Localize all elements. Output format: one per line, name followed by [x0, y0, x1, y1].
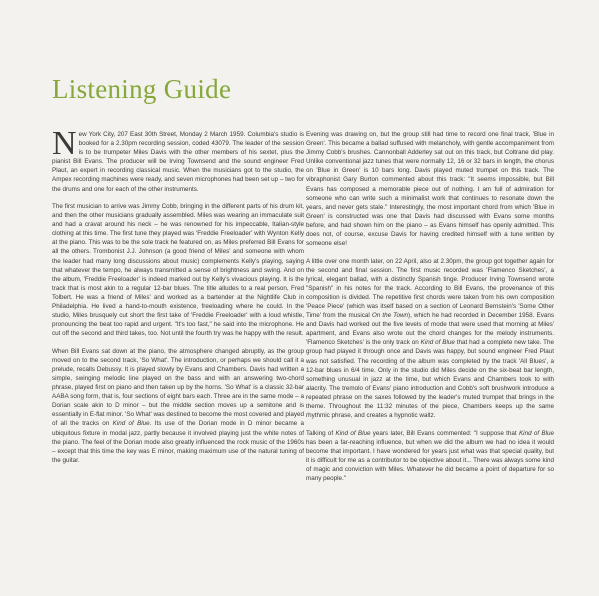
paragraph-text: that had a complete new take. The group had played it through once and Davis was happy, but sound engineer Fred Plaut was not satisfied. The recording of the album was completed by the track 'All Blues', a 12-bar blues in 6/4 time. Only in the studio did Miles decide on the six-beat bar length, something unusual in jazz at the time, but which Evans and Chambers took to with alacrity. The tremolo of Evans' piano introduction and Cobb's soft brushwork introduce a repeated phrase on the saxes followed by the leader's muted trumpet that brings in the theme. Throughout the 11:32 minutes of the piece, Chambers keeps up the same rhythmic phrase, and creates a hypnotic waltz.: [306, 339, 555, 420]
album-title: Kind of Blue: [112, 420, 150, 428]
paragraph-text: ), which he had recorded in December 1958. Evans and Davis had worked out the five levels of mode that were used that morning at Miles' apartment, and Evans also wrote out the chord changes for the melody instruments. 'Flamenco Sketches' is the only track on: [306, 312, 554, 347]
paragraph: [306, 257, 554, 421]
paragraph-text: years later, Bill Evans commented: "I suppose that: [370, 429, 519, 437]
paragraph-text: Talking of: [306, 429, 336, 437]
paragraph-text: has been a far-reaching influence, but when we did the album we had no idea it would become that important. I have wondered for years just what was that special quality, but it is difficult for me as a contributor to be objective about it... There was always some kind of magic and conviction with Miles. Whatever he did became a point of departure for so many people.": [306, 438, 554, 482]
paragraph: [306, 429, 554, 484]
album-title: Kind of Blue: [518, 429, 555, 437]
left-column: [52, 125, 304, 473]
paragraph: The first musician to arrive was Jimmy Cobb, bringing in the different parts of his drum kit, and then the other musicians gradually assembled. Miles was wearing an immaculate suit and had a cravat around his neck – he was renowned for his impeccable, Italian-style clothing at this time. The first tune they played was 'Freddie Freeloader' with Wynton Kelly at the piano. This was to be the sole track he featured on, as Miles preferred Bill Evans for all the others. Trombonist J.J. Johnson (a good friend of Miles' and someone with whom the leader had many long discussions about music) complements Kelly's playing, saying that whatever the tempo, he always transmitted a sense of brightness and swing. And on the album, 'Freddie Freeloader' is indeed marked out by Kelly's vivacious playing. It is the track that is most akin to a regular 12-bar blues. The title alludes to a real person, Fred Tolbert. He was a friend of Miles' and worked as a bartender at the Nightlife Club in Philadelphia. He lived a hand-to-mouth existence, freeloading where he could. In the studio, Miles brusquely cut short the first take of 'Freddie Freeloader' with a loud whistle, pronouncing the beat too rapid and urgent. "It's too fast," he said into the microphone. He cut off the second and third takes, too. Not until the fourth try was he happy with the result.: [52, 202, 304, 338]
page-title: Listening Guide: [52, 74, 232, 104]
paragraph-text: ew York City, 207 East 30th Street, Monday 2 March 1959. Columbia's studio is booked for a 2.30pm recording session, coded 43079. The leader of the session is to be trumpeter Miles Davis with the other members of his sextet, plus the pianist Bill Evans. The producer will be Irving Townsend and the sound engineer Fred Plaut, an expert in recording classical music. When the musicians got to the studio, the Ampex recording machines were ready, and seven microphones had been set up – two for the drums and one for each of the other instruments.: [52, 131, 304, 193]
album-title: Kind of Blue: [335, 429, 371, 437]
right-column: [306, 130, 554, 491]
drop-cap: N: [52, 125, 77, 162]
paragraph: [52, 347, 304, 465]
paragraph: Evening was drawing on, but the group still had time to record one final track, 'Blue in Green'. This became a ballad suffused with melancholy, with gentle accompaniment from Jimmy Cobb's brushes. Cannonball Adderley sat out on this track, but Coltrane did play. Unlike conventional jazz tunes that were normally 12, 16 or 32 bars in length, the chorus on 'Blue in Green' is 10 bars long. Davis played muted trumpet on this track. The vibraphonist Gary Burton commented about this track: "It seems impossible, but Bill Evans has composed a memorable piece out of nothing. I am full of admiration for someone who can write such a minimalist work that continues to resonate down the years, and never gets stale." Interestingly, the most important chord from which 'Blue in Green' is constructed was one that Davis had discussed with Evans some months before, and had shown him on the piano – as Evans himself has openly admitted. This does not, of course, excuse Davis for having credited himself with a tune written by someone else!: [306, 131, 554, 248]
paragraph: [52, 125, 304, 194]
paragraph-text: . Its use of the Dorian mode in D minor became a ubiquitous fixture in modal jazz, partly because it involved playing just the white notes of the piano. The feel of the Dorian mode also greatly influenced the rock music of the 1960s – except that this time the key was E minor, making maximum use of the natural tuning of the guitar.: [52, 420, 304, 464]
musical-title: On the Town: [371, 312, 408, 320]
paragraph-text: When Bill Evans sat down at the piano, the atmosphere changed abruptly, as the group moved on to the second track, 'So What'. The introduction, or perhaps we should call it a prelude, recalls Debussy. It is played slowly by Evans and Chambers. Davis had written a simple, swinging melodic line played on the bass and with an answering two-chord phrase, played first on piano and then taken up by the horns. 'So What' is a classic 32-bar AABA song form, that is, four sections of eight bars each. Three are in the same mode – a Dorian scale akin to D minor – but the middle section moves up a semitone and is essentially in E-flat minor. 'So What' was destined to become the most covered and played of all the tracks on: [52, 347, 304, 428]
album-title: Kind of Blue: [420, 339, 455, 347]
paragraph-text: A little over one month later, on 22 April, also at 2.30pm, the group got together again for the second and final session. The first music recorded was 'Flamenco Sketches', a lyrical, elegant ballad, with a distinctly Spanish tinge. Producer Irving Townsend wrote "Spanish" in his notes for the track. According to Bill Evans, the provenance of this composition is divided. The repetitive first chords were taken from his own composition 'Peace Piece' (which was itself based on a section of Leonard Bernstein's 'Some Other Time' from the musical: [306, 257, 554, 320]
